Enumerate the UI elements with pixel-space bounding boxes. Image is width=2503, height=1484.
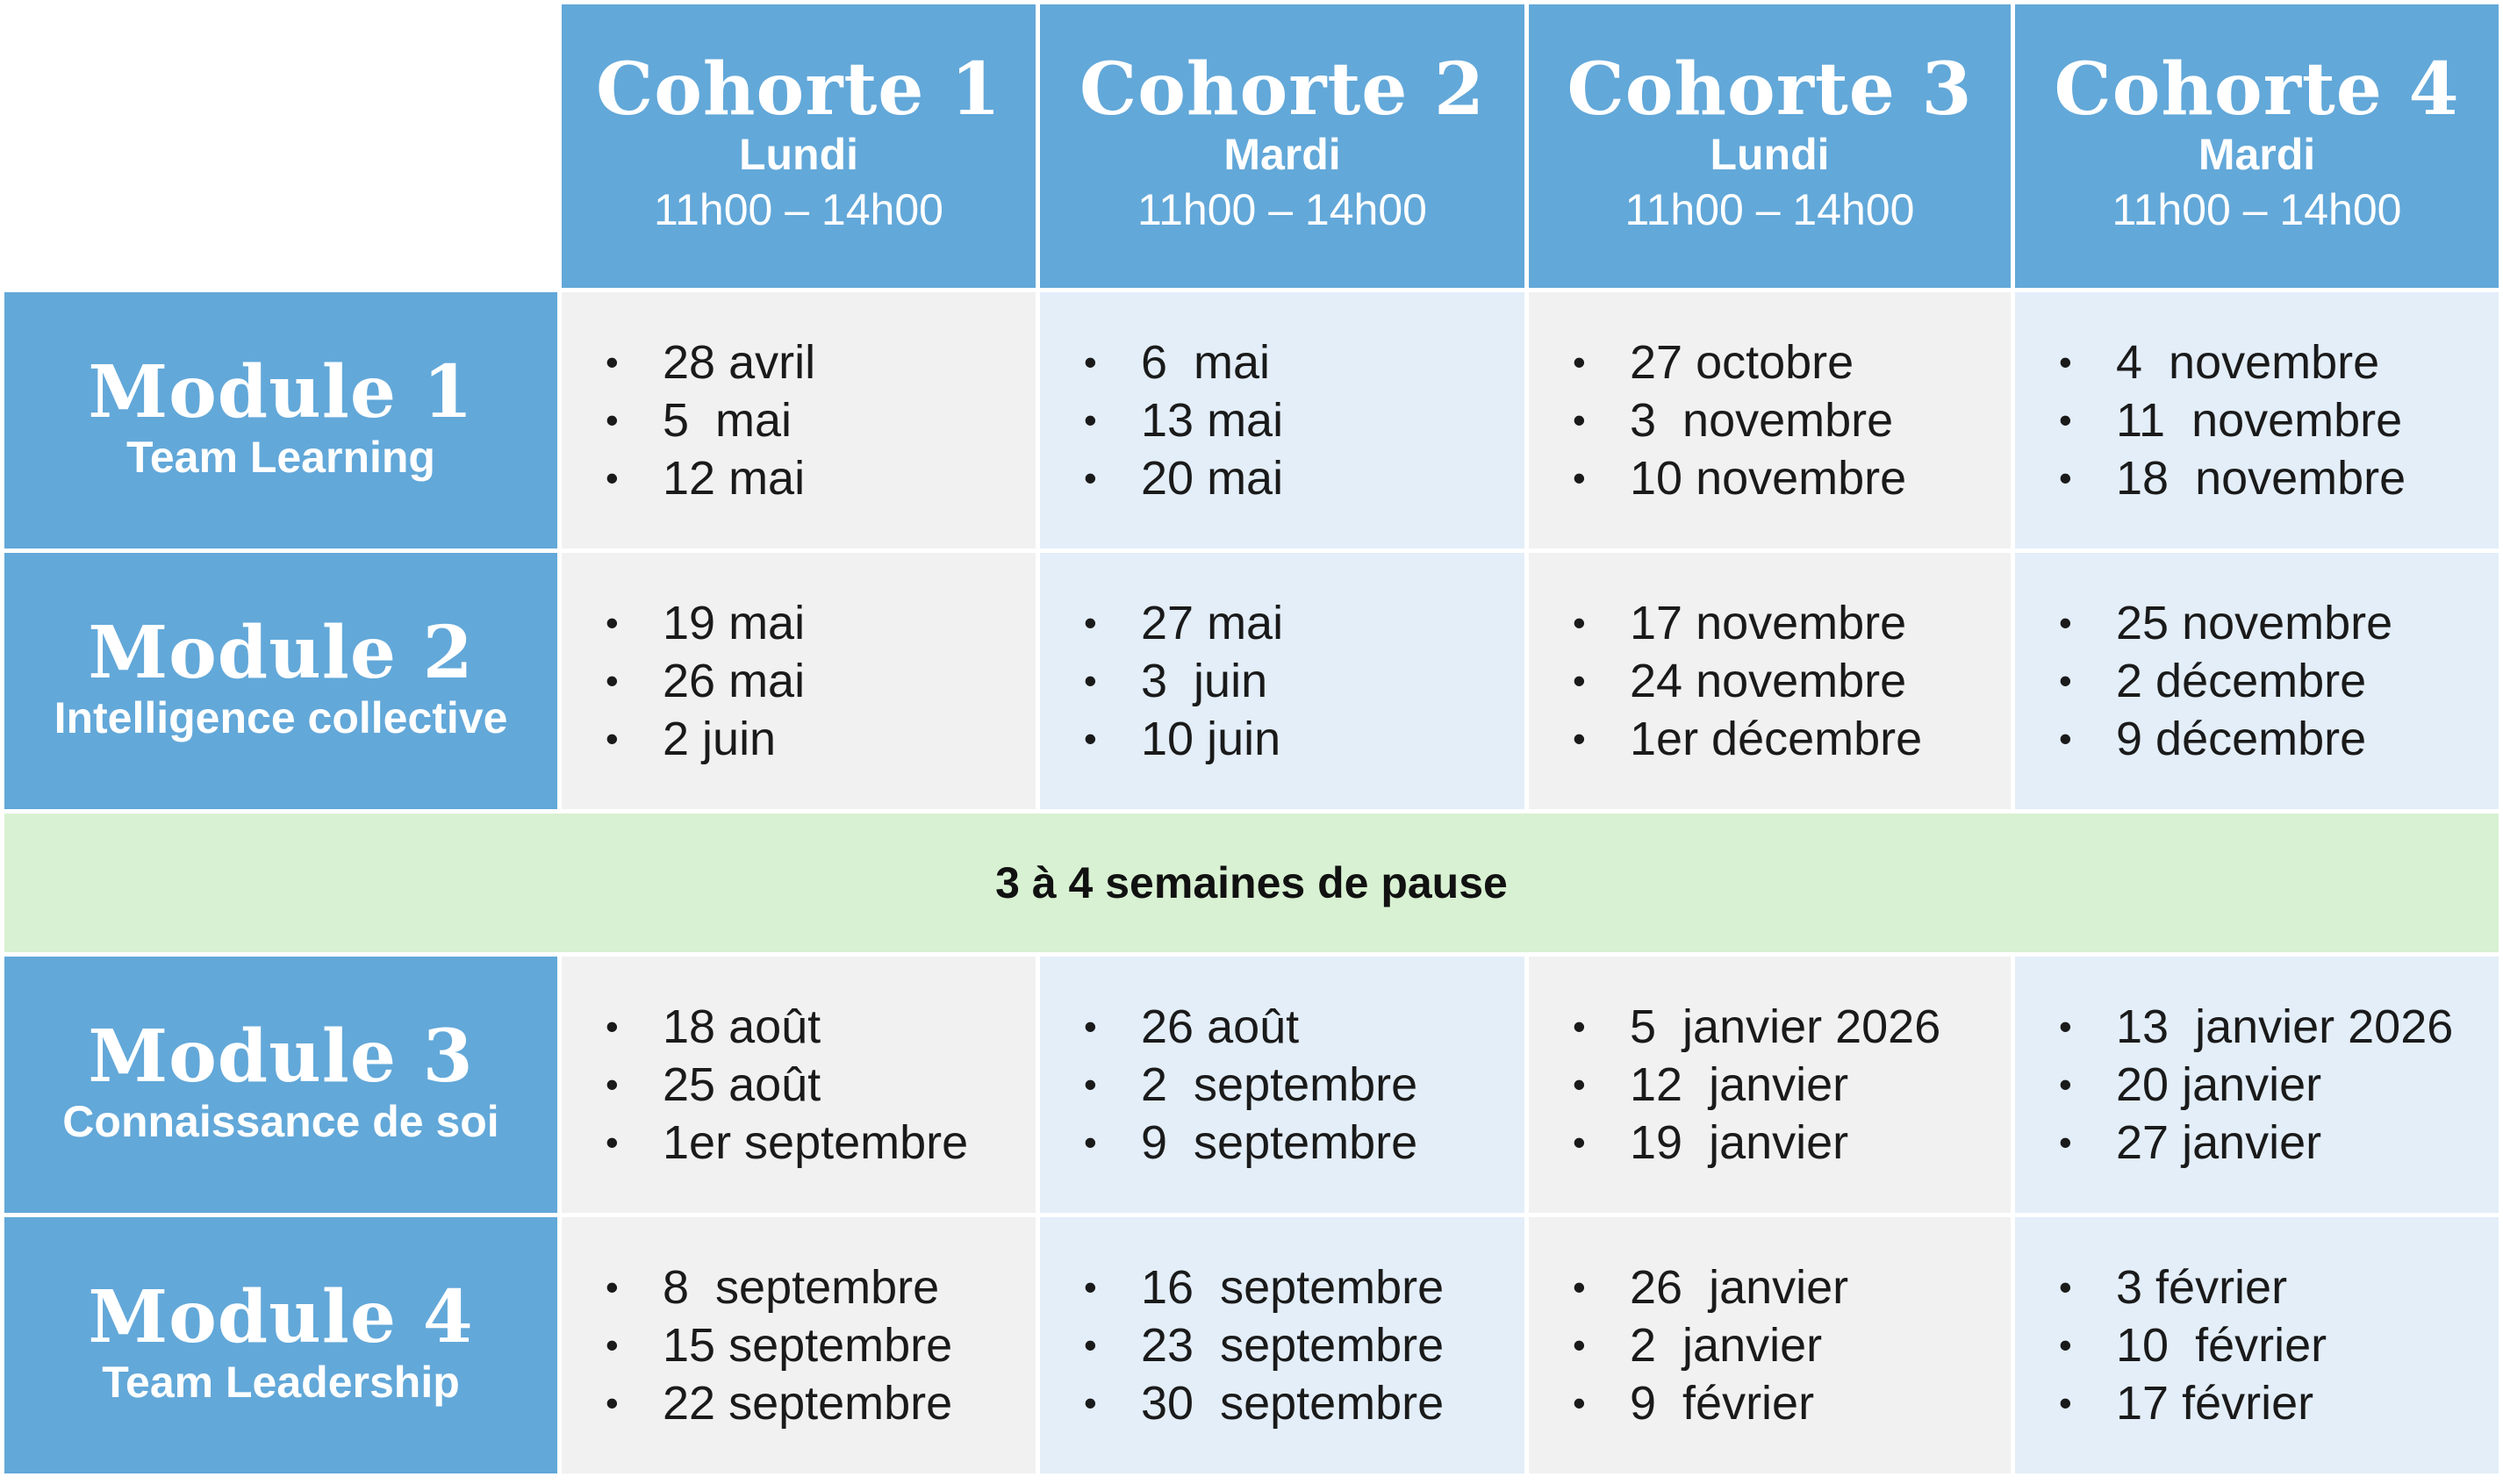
- bullet-icon: •: [1573, 399, 1586, 441]
- date-list-item: [1084, 1056, 1524, 1114]
- date-list: [2015, 333, 2499, 507]
- session-date: 17 février: [2116, 1377, 2314, 1430]
- date-cell: [1040, 292, 1524, 548]
- session-date: 26 août: [1141, 1000, 1300, 1053]
- date-cell: [1529, 292, 2011, 548]
- date-list-item: [1573, 333, 2011, 391]
- session-date: 22 septembre: [663, 1377, 953, 1430]
- session-date: 10 février: [2116, 1319, 2327, 1372]
- bullet-icon: •: [1084, 1266, 1097, 1308]
- date-list: [2015, 1258, 2499, 1432]
- date-cell: [1529, 1217, 2011, 1473]
- module-1-header: [4, 292, 557, 548]
- date-list-item: [606, 1114, 1036, 1172]
- cohort-header-row: [4, 4, 2499, 288]
- bullet-icon: •: [1573, 660, 1586, 701]
- date-list-item: [606, 1316, 1036, 1374]
- date-list-item: [1084, 998, 1524, 1056]
- bullet-icon: •: [2059, 457, 2072, 498]
- date-list: [562, 998, 1036, 1172]
- date-cell: [2015, 553, 2499, 809]
- bullet-icon: •: [606, 602, 619, 643]
- session-date: 18 novembre: [2116, 452, 2406, 505]
- module-3-header: [4, 957, 557, 1213]
- bullet-icon: •: [1084, 1122, 1097, 1163]
- date-list-item: [1084, 1374, 1524, 1432]
- bullet-icon: •: [1084, 341, 1097, 383]
- date-list-item: [606, 1056, 1036, 1114]
- pause-banner: 3 à 4 semaines de pause: [4, 814, 2499, 952]
- module-subtitle: Team Leadership: [102, 1357, 460, 1407]
- date-list-item: [1084, 391, 1524, 449]
- date-cell: [1529, 957, 2011, 1213]
- session-date: 3 juin: [1141, 655, 1268, 707]
- module-subtitle: Intelligence collective: [54, 692, 508, 742]
- bullet-icon: •: [606, 341, 619, 383]
- bullet-icon: •: [2059, 718, 2072, 759]
- date-list-item: [2059, 391, 2499, 449]
- session-date: 12 janvier: [1630, 1058, 1849, 1111]
- bullet-icon: •: [606, 718, 619, 759]
- session-date: 3 février: [2116, 1261, 2288, 1314]
- session-date: 9 septembre: [1141, 1116, 1418, 1169]
- date-list-item: [1573, 594, 2011, 652]
- cohort-title: Cohorte 1: [595, 47, 1002, 132]
- date-cell: [562, 553, 1036, 809]
- module-row: [4, 1217, 2499, 1473]
- session-date: 26 janvier: [1630, 1261, 1849, 1314]
- session-date: 1er décembre: [1630, 713, 1923, 765]
- bullet-icon: •: [1573, 1324, 1586, 1366]
- module-title: Module 3: [88, 1014, 474, 1099]
- session-date: 17 novembre: [1630, 597, 1907, 649]
- date-list-item: [2059, 998, 2499, 1056]
- session-date: 2 décembre: [2116, 655, 2367, 707]
- date-list-item: [606, 594, 1036, 652]
- session-date: 10 novembre: [1630, 452, 1907, 505]
- bullet-icon: •: [1573, 602, 1586, 643]
- date-cell: [2015, 1217, 2499, 1473]
- date-list: [562, 594, 1036, 768]
- bullet-icon: •: [2059, 660, 2072, 701]
- module-row: [4, 957, 2499, 1213]
- date-list-item: [1084, 333, 1524, 391]
- session-date: 19 mai: [663, 597, 806, 649]
- date-list: [1040, 998, 1524, 1172]
- bullet-icon: •: [1573, 1064, 1586, 1105]
- bullet-icon: •: [1573, 1006, 1586, 1047]
- bullet-icon: •: [1573, 718, 1586, 759]
- date-list-item: [606, 998, 1036, 1056]
- date-list-item: [2059, 594, 2499, 652]
- bullet-icon: •: [2059, 399, 2072, 441]
- session-date: 18 août: [663, 1000, 821, 1053]
- cohort-day: Mardi: [1223, 129, 1341, 179]
- date-cell: [1040, 957, 1524, 1213]
- date-list-item: [2059, 1316, 2499, 1374]
- bullet-icon: •: [1084, 457, 1097, 498]
- bullet-icon: •: [606, 1064, 619, 1105]
- date-list-item: [1573, 1258, 2011, 1316]
- session-date: 23 septembre: [1141, 1319, 1445, 1372]
- cohort-time: 11h00 – 14h00: [1624, 185, 1915, 235]
- date-list-item: [1084, 710, 1524, 768]
- date-list-item: [1084, 1316, 1524, 1374]
- cohort-4-header: [2015, 4, 2499, 288]
- corner-cell: [4, 4, 557, 288]
- bullet-icon: •: [2059, 1122, 2072, 1163]
- cohort-day: Mardi: [2198, 129, 2316, 179]
- session-date: 9 décembre: [2116, 713, 2367, 765]
- session-date: 15 septembre: [663, 1319, 953, 1372]
- date-list-item: [1573, 449, 2011, 507]
- bullet-icon: •: [1084, 399, 1097, 441]
- bullet-icon: •: [1084, 660, 1097, 701]
- date-list: [562, 333, 1036, 507]
- session-date: 19 janvier: [1630, 1116, 1849, 1169]
- session-date: 2 septembre: [1141, 1058, 1418, 1111]
- session-date: 1er septembre: [663, 1116, 969, 1169]
- date-list-item: [1573, 652, 2011, 710]
- module-title: Module 1: [88, 349, 474, 434]
- session-date: 12 mai: [663, 452, 806, 505]
- session-date: 2 janvier: [1630, 1319, 1823, 1372]
- date-list-item: [1084, 652, 1524, 710]
- bullet-icon: •: [1084, 1064, 1097, 1105]
- module-subtitle: Team Learning: [126, 432, 435, 482]
- session-date: 16 septembre: [1141, 1261, 1445, 1314]
- date-cell: [1040, 1217, 1524, 1473]
- date-list-item: [2059, 449, 2499, 507]
- bullet-icon: •: [606, 1324, 619, 1366]
- session-date: 26 mai: [663, 655, 806, 707]
- cohort-time: 11h00 – 14h00: [1137, 185, 1427, 235]
- bullet-icon: •: [1573, 341, 1586, 383]
- date-cell: [2015, 957, 2499, 1213]
- module-row: [4, 553, 2499, 809]
- date-list-item: [606, 1258, 1036, 1316]
- module-4-header: [4, 1217, 557, 1473]
- bullet-icon: •: [1084, 602, 1097, 643]
- date-list-item: [2059, 1056, 2499, 1114]
- date-list: [1040, 1258, 1524, 1432]
- session-date: 24 novembre: [1630, 655, 1907, 707]
- module-title: Module 4: [88, 1274, 474, 1359]
- date-list-item: [2059, 710, 2499, 768]
- cohort-3-header: [1529, 4, 2011, 288]
- cohort-day: Lundi: [738, 129, 859, 179]
- bullet-icon: •: [606, 457, 619, 498]
- module-2-header: [4, 553, 557, 809]
- date-list: [562, 1258, 1036, 1432]
- date-list: [2015, 998, 2499, 1172]
- cohort-time: 11h00 – 14h00: [2112, 185, 2402, 235]
- module-title: Module 2: [88, 610, 474, 695]
- date-list-item: [1084, 449, 1524, 507]
- date-list: [1529, 594, 2011, 768]
- bullet-icon: •: [606, 1382, 619, 1423]
- session-date: 20 janvier: [2116, 1058, 2322, 1111]
- session-date: 28 avril: [663, 336, 816, 389]
- date-list-item: [1573, 998, 2011, 1056]
- session-date: 2 juin: [663, 713, 777, 765]
- session-date: 25 août: [663, 1058, 821, 1111]
- pause-row: [4, 814, 2499, 952]
- session-date: 27 mai: [1141, 597, 1284, 649]
- bullet-icon: •: [2059, 1064, 2072, 1105]
- bullet-icon: •: [1573, 457, 1586, 498]
- cohort-title: Cohorte 3: [1567, 47, 1973, 132]
- date-list-item: [606, 391, 1036, 449]
- session-date: 10 juin: [1141, 713, 1281, 765]
- bullet-icon: •: [2059, 1266, 2072, 1308]
- date-cell: [562, 1217, 1036, 1473]
- cohort-title: Cohorte 4: [2054, 47, 2460, 132]
- session-date: 27 octobre: [1630, 336, 1854, 389]
- date-list-item: [1573, 1056, 2011, 1114]
- session-date: 13 janvier 2026: [2116, 1000, 2454, 1053]
- session-date: 30 septembre: [1141, 1377, 1445, 1430]
- date-list-item: [2059, 1258, 2499, 1316]
- cohort-time: 11h00 – 14h00: [654, 185, 943, 235]
- bullet-icon: •: [2059, 602, 2072, 643]
- date-cell: [562, 957, 1036, 1213]
- session-date: 20 mai: [1141, 452, 1284, 505]
- bullet-icon: •: [606, 660, 619, 701]
- module-subtitle: Connaissance de soi: [62, 1096, 499, 1146]
- bullet-icon: •: [606, 1266, 619, 1308]
- date-cell: [1040, 553, 1524, 809]
- cohort-2-header: [1040, 4, 1524, 288]
- bullet-icon: •: [1084, 1324, 1097, 1366]
- date-list-item: [2059, 1374, 2499, 1432]
- bullet-icon: •: [606, 399, 619, 441]
- date-list-item: [2059, 1114, 2499, 1172]
- session-date: 5 janvier 2026: [1630, 1000, 1941, 1053]
- date-list: [1529, 1258, 2011, 1432]
- bullet-icon: •: [1573, 1266, 1586, 1308]
- date-list-item: [606, 710, 1036, 768]
- bullet-icon: •: [2059, 1382, 2072, 1423]
- date-list-item: [1084, 1114, 1524, 1172]
- date-cell: [562, 292, 1036, 548]
- bullet-icon: •: [2059, 1324, 2072, 1366]
- date-list-item: [1084, 1258, 1524, 1316]
- date-list-item: [1084, 594, 1524, 652]
- date-list-item: [2059, 652, 2499, 710]
- date-list-item: [1573, 1316, 2011, 1374]
- date-list-item: [1573, 710, 2011, 768]
- bullet-icon: •: [1573, 1122, 1586, 1163]
- date-list-item: [1573, 1374, 2011, 1432]
- bullet-icon: •: [1573, 1382, 1586, 1423]
- cohort-title: Cohorte 2: [1079, 47, 1486, 132]
- date-list: [1040, 594, 1524, 768]
- session-date: 11 novembre: [2116, 394, 2403, 447]
- bullet-icon: •: [2059, 1006, 2072, 1047]
- date-list-item: [606, 449, 1036, 507]
- session-date: 25 novembre: [2116, 597, 2393, 649]
- cohort-day: Lundi: [1710, 129, 1830, 179]
- bullet-icon: •: [2059, 341, 2072, 383]
- session-date: 27 janvier: [2116, 1116, 2322, 1169]
- session-date: 3 novembre: [1630, 394, 1894, 447]
- date-list: [1529, 998, 2011, 1172]
- session-date: 13 mai: [1141, 394, 1284, 447]
- date-list-item: [2059, 333, 2499, 391]
- date-list-item: [606, 333, 1036, 391]
- bullet-icon: •: [1084, 718, 1097, 759]
- date-list-item: [606, 1374, 1036, 1432]
- session-date: 4 novembre: [2116, 336, 2380, 389]
- bullet-icon: •: [1084, 1382, 1097, 1423]
- module-row: [4, 292, 2499, 548]
- date-list: [2015, 594, 2499, 768]
- date-list-item: [606, 652, 1036, 710]
- date-list: [1529, 333, 2011, 507]
- session-date: 6 mai: [1141, 336, 1271, 389]
- date-list-item: [1573, 391, 2011, 449]
- bullet-icon: •: [606, 1006, 619, 1047]
- session-date: 8 septembre: [663, 1261, 940, 1314]
- bullet-icon: •: [1084, 1006, 1097, 1047]
- date-list: [1040, 333, 1524, 507]
- session-date: 9 février: [1630, 1377, 1815, 1430]
- date-cell: [1529, 553, 2011, 809]
- cohort-1-header: [562, 4, 1036, 288]
- session-date: 5 mai: [663, 394, 792, 447]
- date-list-item: [1573, 1114, 2011, 1172]
- bullet-icon: •: [606, 1122, 619, 1163]
- date-cell: [2015, 292, 2499, 548]
